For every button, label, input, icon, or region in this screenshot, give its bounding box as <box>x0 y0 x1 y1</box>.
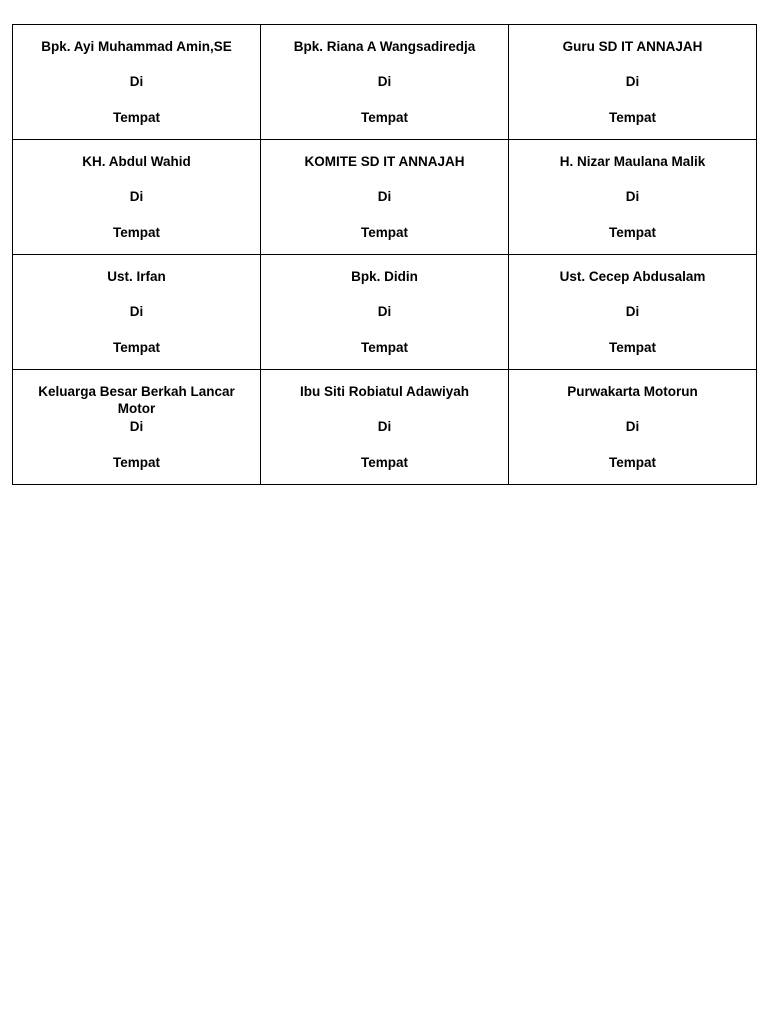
address-label <box>261 140 509 255</box>
recipient-di: Di <box>377 304 392 319</box>
recipient-name: Bpk. Riana A Wangsadiredja <box>293 39 476 54</box>
recipient-place: Tempat <box>608 455 656 470</box>
address-label <box>509 370 757 485</box>
recipient-name: KH. Abdul Wahid <box>82 154 191 169</box>
recipient-di: Di <box>625 189 640 204</box>
recipient-place: Tempat <box>112 110 160 125</box>
recipient-place: Tempat <box>608 340 656 355</box>
recipient-name: Bpk. Ayi Muhammad Amin,SE <box>41 39 232 54</box>
recipient-name: Ibu Siti Robiatul Adawiyah <box>299 384 469 399</box>
address-label <box>261 25 509 140</box>
recipient-place: Tempat <box>608 110 656 125</box>
address-label <box>509 25 757 140</box>
recipient-di: Di <box>129 419 144 434</box>
recipient-place: Tempat <box>360 455 408 470</box>
recipient-name: Purwakarta Motorun <box>567 384 698 399</box>
label-row <box>13 370 757 485</box>
recipient-di: Di <box>377 419 392 434</box>
label-row <box>13 140 757 255</box>
address-label <box>13 140 261 255</box>
recipient-di: Di <box>625 419 640 434</box>
recipient-name: KOMITE SD IT ANNAJAH <box>304 154 465 169</box>
recipient-di: Di <box>377 189 392 204</box>
recipient-place: Tempat <box>112 455 160 470</box>
recipient-di: Di <box>129 304 144 319</box>
recipient-place: Tempat <box>608 225 656 240</box>
recipient-place: Tempat <box>360 110 408 125</box>
recipient-di: Di <box>625 304 640 319</box>
label-row <box>13 25 757 140</box>
recipient-name: Ust. Cecep Abdusalam <box>559 269 706 284</box>
recipient-name: Keluarga Besar Berkah Lancar Motor <box>38 384 235 416</box>
recipient-place: Tempat <box>360 225 408 240</box>
address-label <box>13 255 261 370</box>
recipient-place: Tempat <box>360 340 408 355</box>
recipient-di: Di <box>129 74 144 89</box>
recipient-name: Guru SD IT ANNAJAH <box>562 39 703 54</box>
address-label <box>13 25 261 140</box>
recipient-name: Ust. Irfan <box>107 269 166 284</box>
recipient-name: Bpk. Didin <box>351 269 418 284</box>
recipient-di: Di <box>625 74 640 89</box>
recipient-place: Tempat <box>112 225 160 240</box>
address-label <box>13 370 261 485</box>
recipient-place: Tempat <box>112 340 160 355</box>
recipient-di: Di <box>377 74 392 89</box>
recipient-name: H. Nizar Maulana Malik <box>559 154 706 169</box>
address-label <box>509 255 757 370</box>
recipient-di: Di <box>129 189 144 204</box>
address-label <box>261 255 509 370</box>
address-label-table <box>12 24 757 485</box>
address-label <box>261 370 509 485</box>
label-row <box>13 255 757 370</box>
address-label <box>509 140 757 255</box>
